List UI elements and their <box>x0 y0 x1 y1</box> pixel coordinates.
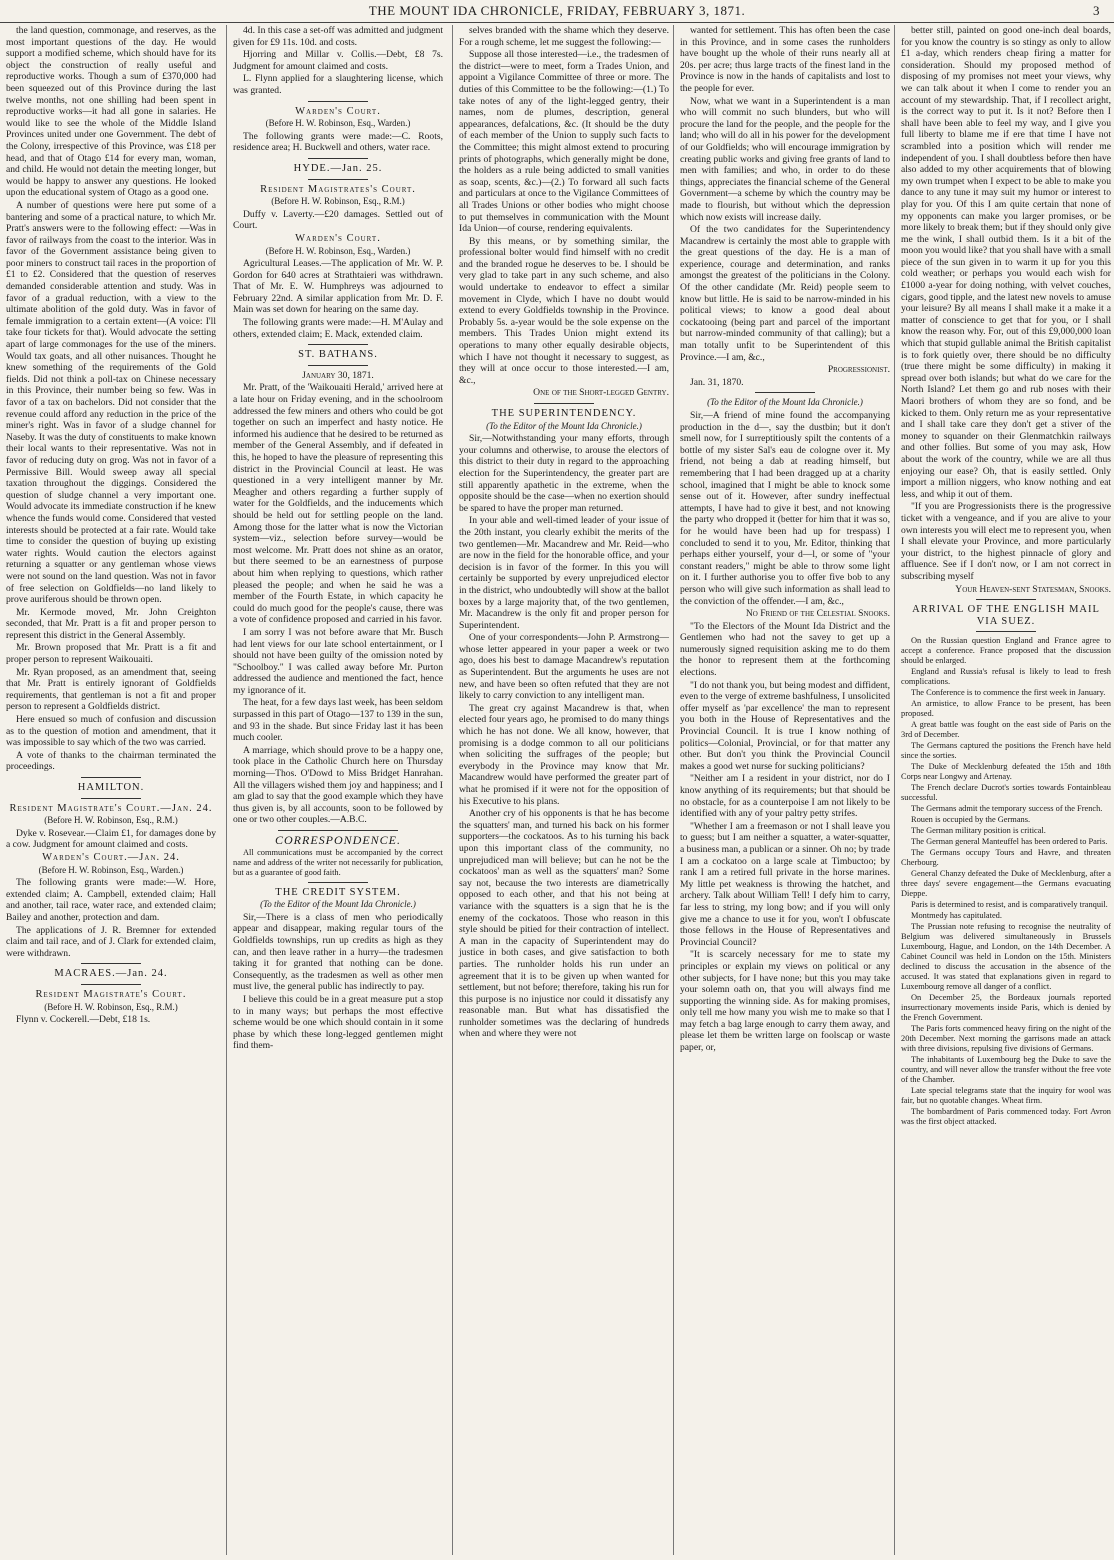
paragraph: The following grants were made:—C. Roots, residence area; H. Buckwell and others, water race. <box>233 130 443 154</box>
news-item: Montmedy has capitulated. <box>911 911 1002 921</box>
paragraph: Flynn v. Cockerell.—Debt, £18 1s. <box>16 1014 151 1026</box>
divider <box>81 963 141 964</box>
column-2 <box>226 25 443 1555</box>
paragraph: Suppose all those interested—i.e., the tradesmen of the district—were to meet, form a Trades Union, and appoint a Vigilance Committee of three or more. The duties of this Committee to be the following:—(1.) To take notes of any of the light-legged gentry, their names, nom de plumes, description, general appearances, defalcations, &c. (It should be the duty of each member of the Union to supply such facts to the Committee; this might almost extend to procuring prints of photographs, which generally might be done, the holders as a rule being addicted to small vanities as soap, scents, &c.)—(2.) To forward all such facts and particulars at once to the Vigilance Committees of all Trades Unions or other bodies who might choose to put themselves in communication with the Mount Ida Union—of course, rendering equivalents. <box>459 49 669 235</box>
column-4 <box>673 25 890 1555</box>
court-subheading: (Before H. W. Robinson, Esq., Warden.) <box>265 245 411 256</box>
news-item: On the Russian question England and France agree to accept a conference. France proposed that the discussion should be enlarged. <box>901 636 1111 666</box>
news-item: The bombardment of Paris commenced today. Fort Avron was the first object attacked. <box>901 1107 1111 1127</box>
paragraph: 4d. In this case a set-off was admitted and judgment given for £9 11s. 10d. and costs. <box>233 25 443 48</box>
divider <box>308 344 368 345</box>
paragraph: Sir,—A friend of mine found the accompanying production in the d—, say the dustbin; but it don't smell now, for I surreptitiously spilt the contents of a bottle of my sister Sal's eau de cologne over it. My friend, not being a dab at reading himself, but remembering that I had been dragged up at a charity school, imagined that I might be able to knock some sense out of it. However, after sundry ineffectual attempts, I have had to give it best, and not knowing the party who dropped it (better for him that it was so, for he would have been had up for trespass) I concluded to send it to you, Mr. Editor, thinking that perhaps either yourself, your d—l, or some of "your constant readers," might be able to throw some light on it. I further authorise you to offer five bob to any person who will give such information as shall lead to the conviction of the offender.—I am, &c., <box>680 410 890 607</box>
divider <box>308 101 368 102</box>
paragraph: Hjorring and Millar v. Collis.—Debt, £8 7s. Judgment for amount claimed and costs. <box>233 49 443 72</box>
signature: Your Heaven-sent Statesman, Snooks. <box>955 583 1111 595</box>
editor-line: (To the Editor of the Mount Ida Chronicle.) <box>707 397 863 408</box>
paragraph: Now, what we want in a Superintendent is a man who will commit no such blunders, but who will procure the land for the people, and the people for the land; who will do all in his power for the development of our Goldfields; who will encourage immigration by creating public works and giving free grants of land to men with families; and who, in order to do these things, appreciates the financial scheme of the General Government—a scheme by which the country may be made to flourish, but without which the depression which now exists will increase daily. <box>680 95 890 223</box>
paragraph: "Neither am I a resident in your district, nor do I know anything of its requirements; but that should be no obstacle, for as a counterpoise I am not likely to be identified with any of your paltry petty strifes. <box>680 773 890 820</box>
divider <box>308 179 368 180</box>
paragraph: "It is scarcely necessary for me to state my principles or explain my views on political or any other subjects, for I have none; but this you may take your solemn oath on, that you will always find me supporting the winning side. As for making promises, only tell me how many you wish me to make so that I may fetch a bag large enough to carry them away, and please let them be written large on foolscap or waste paper, or, <box>680 949 890 1054</box>
section-heading-hyde: HYDE.—Jan. 25. <box>293 162 383 174</box>
mail-news-list <box>901 636 1111 1127</box>
signature: Progressionist. <box>827 364 890 376</box>
paragraph: "To the Electors of the Mount Ida District and the Gentlemen who had not the savey to get up a numerously signed requisition asking me to do them the honor to represent them at the forthcoming elections. <box>680 620 890 679</box>
news-item: General Chanzy defeated the Duke of Mecklenburg, after a three days' severe engagement—the Germans evacuating Dieppe. <box>901 869 1111 899</box>
news-item: The Conference is to commence the first week in January. <box>911 688 1106 698</box>
court-subheading: (Before H. W. Robinson, Esq., Warden.) <box>38 864 184 875</box>
paragraph: The following grants were made:—H. M'Aulay and others, extended claim; E. Mack, extended claim. <box>233 317 443 340</box>
divider <box>976 599 1036 600</box>
paragraph: Of the two candidates for the Superintendency Macandrew is certainly the most able to grapple with the great questions of the day. He is a man of experience, courage and determination, and ranks amongst the greatest of the politicians in the Colony. Of the other candidate (Mr. Reid) people seem to know but little. He is said to be narrow-minded in his political views; to know a good deal about cockatooing (being part and parcel of the important but narrow-minded community of that calling); but a man totally unfit to be Superintendent of this Province.—I am, &c., <box>680 224 890 363</box>
dateline: January 30, 1871. <box>302 369 374 381</box>
paragraph: better still, painted on good one-inch deal boards, for you know the country is so stingy as only to allow £1 a-day, which renders cheap firing a matter for consideration. Should my proposed method of disposing of my promises not meet your views, why we can talk about it when I come to render you an account of my stewardship. That, if I recollect aright, is the correct way to put it. Is it not? Before then I shall have been able to feel my way, and I give you full liberty to blame me if ere that time I have not scrambled into a position which will render me independent of you. I shall doubtless before then have also added to my other acquirements that of blowing my own trumpet when I expect to be able to make you dance to any tune it may suit my humor or interest to play for you. Of this I am quite certain that none of my opponents can make you larger promises, or be more likely to break them; but if they should only give me the wink, I shall outbid them. Is it a bit of the moon you would like? that you shall have with a small piece of the sun given in to warm it up for you this cold weather; or perhaps you would each wish for £1000 a-year for doing nothing, with velvet couches, cigars, good tipple, and the latest new novels to amuse your leisure? By all means I shall make it a make it a matter of conscience to get that for you, or I shall know the reason why. For, out of this £9,000,000 loan which that stupid gullable animal the British capitalist is to fork quietly over, there should be no difficulty (true there might be some difficulty) in making it spread over both islands; but what do we care for the North Island? Let them go and rub noses with their Maori brothers of whom they are so fond, and be kicked to them. Only return me as your representative and I shall take care they don't get a stiver of the money to squander on their Glenmatchkin railways and other follies. But some of you may ask, How about the work of the country, while we are all thus enjoying our ease? Oh, that is easily settled. Only import a million niggers, who know nothing and eat less, and whip it out of them. <box>901 25 1111 500</box>
news-item: On December 25, the Bordeaux journals reported insurrectionary movements inside Paris, which is denied by the French Government. <box>901 993 1111 1023</box>
paragraph: One of your correspondents—John P. Armstrong—whose letter appeared in your paper a week or two ago, does his best to damage Macandrew's reputation as Superintendent. But the arguments he uses are not new, and have been so often refuted that they are not likely to carry conviction to any intelligent man. <box>459 632 669 702</box>
divider <box>755 392 815 393</box>
section-heading-correspondence: CORRESPONDENCE. <box>275 833 401 847</box>
columns <box>6 25 1111 1555</box>
court-heading: Resident Magistrates's Court. <box>260 183 416 195</box>
article-heading-superintendency: THE SUPERINTENDENCY. <box>491 408 637 419</box>
paragraph: Mr. Ryan proposed, as an amendment that, seeing that Mr. Pratt is entirely ignorant of Goldfields requirements, that gentleman is not a fit and proper person to represent a Goldfields district. <box>6 666 216 713</box>
court-subheading: (Before H. W. Robinson, Esq., R.M.) <box>271 196 405 207</box>
news-item: Paris is determined to resist, and is comparatively tranquil. <box>911 900 1108 910</box>
news-item: The inhabitants of Luxembourg beg the Duke to save the country, and will never allow the transfer without the free vote of the Chamber. <box>901 1055 1111 1085</box>
news-item: The Prussian note refusing to recognise the neutrality of Belgium was delivered simultaneously in Brussels Luxembourg, Hague, and London, on the 14th December. A Cabinet Council was held in London on the 15th. Ministers declined to discuss the accusation in the absence of the accused. It was stated that explanations given in regard to Luxembourg remove all danger of a conflict. <box>901 922 1111 992</box>
divider <box>308 882 368 883</box>
section-heading-st-bathans: ST. BATHANS. <box>298 349 378 361</box>
paragraph: the land question, commonage, and reserves, as the most important questions of the day. He would support a modified scheme, which should have for its object the construction of really useful and reproductive works. Though a sum of £370,000 had been squeezed out of this Province during the last twelve months, not one shilling had been spent in reproductive works—it had all gone in salaries. He would like to see the whole of the Middle Island Provinces united under one Government. The debt of the Colony, irrespective of this Province, was £18 per head, and that of Otago £14 for every man, woman, and child. He would not detain the meeting longer, but would be happy to answer any questions. He looked upon the educational system of Otago as a good one. <box>6 25 216 199</box>
section-heading-hamilton: HAMILTON. <box>77 782 145 793</box>
paragraph: "I do not thank you, but being modest and diffident, even to the verge of extreme bashfulness, I unsolicited offer myself as 'par excellence' the man to represent you both in the House of Representatives and the Provincial Council. It is true I know nothing of politics—Colonial, Provincial, or for that matter any other. But don't you think the Provincial Council makes a good wet nurse for sucking politicians? <box>680 679 890 772</box>
paragraph: The heat, for a few days last week, has been seldom surpassed in this part of Otago—137 to 139 in the sun, and 93 in the shade. But since Friday last it has been much cooler. <box>233 697 443 744</box>
divider <box>81 777 141 778</box>
editor-line: (To the Editor of the Mount Ida Chronicle.) <box>260 899 416 910</box>
column-5 <box>894 25 1111 1555</box>
masthead-title: THE MOUNT IDA CHRONICLE, FRIDAY, FEBRUARY 3, 1871. <box>368 3 746 18</box>
paragraph: L. Flynn applied for a slaughtering license, which was granted. <box>233 73 443 96</box>
paragraph: The great cry against Macandrew is that, when elected four years ago, he promised to do many things which he has not done. We all know, however, that promising is a dodge common to all our politicians when soliciting the suffrages of the people; but everybody in the Province may know that Mr. Macandrew would have performed the greater part of what he promised if it were not for the opposition of his Executive to his plans. <box>459 702 669 807</box>
paragraph: wanted for settlement. This has often been the case in this Province, and in some cases the runholders have bought up the whole of their runs nearly all at 20s. per acre; thus large tracts of the finest land in the Province is now in the hands of capitalists and lost to the people for ever. <box>680 25 890 94</box>
paragraph: Mr. Pratt, of the 'Waikouaiti Herald,' arrived here at a late hour on Friday evening, and in the schoolroom addressed the few miners and others who could be got together on such an imperfect and hasty notice. He informed his audience that he desired to be returned as member of the General Assembly, and if defeated in this, he hoped to have the pleasure of representing this district in the Provincial Council at least. He was questioned in a very intelligent manner by Mr. Meagher and others regarding a further supply of water for the Goldfields, and the inducements which should be held out for settling people on the land. Among those for the latter what is now the Victorian system—viz., selection before survey—would be most welcome. Mr. Pratt does not shine as an orator, but there seemed to be an earnestness of purpose about him when replying to questions, which rather pleased the people; and when he said he was a member of the Fourth Estate, in which capacity he could do much good for the people's cause, there was a vote of confidence proposed and carried in his favor. <box>233 382 443 626</box>
paragraph: In your able and well-timed leader of your issue of the 20th instant, you clearly exhibit the merits of the two gentlemen—Mr. Macandrew and Mr. Reid—who are now in the field for the honorable office, and your decision is in favor of the former. In this you will certainly be supported by every unprejudiced elector in the district, who undoubtedly will show at the ballot boxes by a large majority that, of the two gentlemen, Mr. Macandrew is the only fit and proper person for Superintendent. <box>459 515 669 631</box>
news-item: Late special telegrams state that the inquiry for wool was fair, but no quotable changes. Wheat firm. <box>901 1086 1111 1106</box>
paragraph: Sir,—Notwithstanding your many efforts, through your columns and otherwise, to arouse the electors of this district to their duty in regard to the approaching election for the Superintendency, the greater part are still apparently apathetic in the extreme, when the opposite should be the case—when no exertion should be spared to have the proper man returned. <box>459 433 669 514</box>
paragraph: I am sorry I was not before aware that Mr. Busch had lent views for our late school entertainment, or I should not have been guilty of the omission noted by "Schoolboy." I was called away before Mr. Purton addressed the audience and mentioned the fact, hence my ignorance of it. <box>233 626 443 696</box>
divider <box>308 158 368 159</box>
paragraph: Another cry of his opponents is that he has become the squatters' man, and turned his back on his former supporters—the cockatoos. As to his turning his back upon this important class of the community, no unprejudiced man will believe; but can he not be the cockatoos' man as well as the squatters' man? Some say not, because the two interests are diametrically opposed to each other, and that his not being at variance with the squatters is a sign that he is the enemy of the cockatoos. Those who reason in this style should be pitied for their contraction of intellect. A man in the capacity of Superintendent may do justice in both cases, and give satisfaction to both parties. The runholder holds his run under an agreement that it is to be given up when wanted for settlement, but not before; therefore, taking his run for this purpose is no injustice nor could it dissatisfy any reasonable man. But what has dissatisfied the runholder sometimes was the declaring of hundreds when and where they were not <box>459 808 669 1040</box>
news-item: The German general Manteuffel has been ordered to Paris. <box>911 837 1108 847</box>
court-heading: Resident Magistrate's Court.—Jan. 24. <box>9 802 213 814</box>
news-item: Rouen is occupied by the Germans. <box>911 815 1031 825</box>
paragraph: A vote of thanks to the chairman terminated the proceedings. <box>6 749 216 773</box>
news-item: The Duke of Mecklenburg defeated the 15th and 18th Corps near Longwy and Artenay. <box>901 762 1111 782</box>
article-heading-credit-system: THE CREDIT SYSTEM. <box>275 886 401 898</box>
column-3 <box>452 25 669 1555</box>
paragraph: The following grants were made:—W. Hore, extended claim; A. Campbell, extended claim; Hall and another, tail race, water race, and extended claim; Bailey and another, protection and dam. <box>6 877 216 923</box>
editor-line: (To the Editor of the Mount Ida Chronicle.) <box>486 420 642 431</box>
paragraph: A marriage, which should prove to be a happy one, took place in the Catholic Church here on Thursday morning—Thos. O'Dowd to Miss Bridget Hanrahan. All the villagers wished them joy and happiness; and I am glad to say that the good example which they have thus given is, by all accounts, soon to be followed by one or two other couples.—A.B.C. <box>233 744 443 826</box>
court-subheading: (Before H. W. Robinson, Esq., Warden.) <box>265 118 411 129</box>
paragraph: Dyke v. Rosevear.—Claim £1, for damages done by a cow. Judgment for amount claimed and costs. <box>6 827 216 851</box>
news-item: The Germans captured the positions the French have held since the sorties. <box>901 741 1111 761</box>
paragraph: Duffy v. Laverty.—£20 damages. Settled out of Court. <box>233 208 443 232</box>
court-heading: Warden's Court. <box>295 232 381 244</box>
court-heading: Warden's Court. <box>295 105 381 117</box>
paragraph: Mr. Brown proposed that Mr. Pratt is a fit and proper person to represent Waikouaiti. <box>6 642 216 666</box>
correspondence-notice: All communications must be accompanied by the correct name and address of the writer not necessarily for publication, but as a guarantee of good faith. <box>233 847 443 877</box>
paragraph: "If you are Progressionists there is the progressive ticket with a vengeance, and if you are alive to your own interests you will elect me to represent you, when I shall elevate your Province, and more particularly your district, to the highest pinnacle of glory and affluence. See if I don't now, or I am not correct in subscribing myself <box>901 501 1111 582</box>
divider <box>81 798 141 799</box>
news-item: The German military position is critical. <box>911 826 1046 836</box>
news-item: The Germans occupy Tours and Havre, and threaten Cherbourg. <box>901 848 1111 868</box>
divider <box>278 830 398 831</box>
paragraph: Agricultural Leases.—The application of Mr. W. P. Gordon for 640 acres at Strathtaieri was withdrawn. That of Mr. E. W. Humphreys was adjourned to February 22nd. A similar application from Mr. D. F. Main was set down for hearing on the same day. <box>233 258 443 316</box>
paragraph: A number of questions were here put some of a bantering and some of a practical nature, to which Mr. Pratt's answers were to the following effect: —Was in favor of railways from the coast to the interior. Was in favor of the Government assistance being given to poor miners to construct tail races in the proportion of £1 to £2. Considered that the question of reserves demanded considerable attention and study. Was in favor of a gradual reduction, with a view to the ultimate abolition of the gold duty. Was in favor of female immigration to a certain extent—(A voice: I'll take four tickets for that). Would advocate the setting apart of large commonages for the use of the miners. Would tax goats, and all other nuisances. Thought he knew something of the requirements of the Gold fields. Did not think a poll-tax on Chinese necessary in this Province, their number being so few. Was in favor of a tax on bachelors. Did not consider that the revenue could afford any reduction in the price of the miner's right. Was in favor of a sludge channel for Naseby. It was the duty of constituents to make known their local wants to their representative. Was not in favor of reducing duty on grog. Was not in favor of a Permissive Bill. Would sweep away all special taxation throughout the diggings. Considered the question of sludge channel a very important one. Would advocate its immediate construction if he knew whence the funds would come. Considered that vested interests should be protected at a fair rate. Would take time to consider the question of buying up existing water rights. Would caution the electors against returning a squatter or any gentleman whose views were not sound on the land question. Was not in favor of free selection on Goldfields—no land likely to prove auriferous should be thrown open. <box>6 199 216 606</box>
paragraph: selves branded with the shame which they deserve. For a rough scheme, let me suggest the following:— <box>459 25 669 48</box>
court-subheading: (Before H. W. Robinson, Esq., R.M.) <box>44 815 178 826</box>
paragraph: Mr. Kermode moved, Mr. John Creighton seconded, that Mr. Pratt is a fit and proper person to represent this district in the General Assembly. <box>6 606 216 641</box>
news-item: An armistice, to allow France to be present, has been proposed. <box>901 699 1111 719</box>
divider <box>976 631 1036 632</box>
divider <box>81 984 141 985</box>
paragraph: Sir,—There is a class of men who periodically appear and disappear, making regular tours of the Goldfields townships, run up credits as high as they can, and then leave rather in a hurry—the tradesmen taking it for granted that nothing can be done. Consequently, as the tradesmen as well as other men must live, the general public has indirectly to pay. <box>233 911 443 993</box>
news-item: England and Russia's refusal is likely to lead to fresh complications. <box>901 667 1111 687</box>
court-heading: Warden's Court.—Jan. 24. <box>42 851 180 863</box>
paragraph: Here ensued so much of confusion and discussion as to the question of motion and amendment, that it was impossible to say which of the two was carried. <box>6 714 216 749</box>
court-subheading: (Before H. W. Robinson, Esq., R.M.) <box>44 1001 178 1012</box>
divider <box>534 403 594 404</box>
signature: No Friend of the Celestial Snooks. <box>745 608 890 620</box>
page-number: 3 <box>1093 3 1100 18</box>
news-item: The French declare Ducrot's sorties towards Fontainbleau successful. <box>901 783 1111 803</box>
signature: One of the Short-legged Gentry. <box>533 387 669 399</box>
section-heading-english-mail: ARRIVAL OF THE ENGLISH MAIL VIA SUEZ. <box>912 604 1100 627</box>
paragraph: "Whether I am a freemason or not I shall leave you to guess; but I am neither a squatter, a water-squatter, a business man, a publican or a sinner. Oh no; by trade I am a cockatoo on a large scale at Timbuctoo; by rank I am a retired full private in the horse marines. My little pet weakness is throwing the hatchet, and archery. Talk about William Tell! I defy him to carry, far less to string, my long bow; and if you will only give me a chance to use it for you, won't I obfuscate those fellows in the House of Representatives and Provincial Council? <box>680 820 890 948</box>
section-heading-macraes: MACRAES.—Jan. 24. <box>54 968 168 980</box>
news-item: The Paris forts commenced heavy firing on the night of the 20th December. Next morning the garrisons made an attack with three divisions, repulsing five divisions of Germans. <box>901 1024 1111 1054</box>
court-heading: Resident Magistrate's Court. <box>35 988 187 1000</box>
news-item: A great battle was fought on the east side of Paris on the 3rd of December. <box>901 720 1111 740</box>
paragraph: The applications of J. R. Bremner for extended claim and tail race, and of J. Clark for extended claim, were withdrawn. <box>6 924 216 959</box>
masthead <box>0 0 1114 23</box>
divider <box>308 365 368 366</box>
column-1 <box>6 25 216 1555</box>
news-item: The Germans admit the temporary success of the French. <box>911 804 1103 814</box>
dateline: Jan. 31, 1870. <box>690 376 744 388</box>
paragraph: By this means, or by something similar, the professional bolter would find himself with no credit and the branded rogue he deserves to be. I should be very glad to take part in any such scheme, and also would undertake to endeavor to effect a similar movement in Clyde, which I have no doubt would extend to every Goldfields township in the Province. Probably 5s. a-year would be the sole expense on the members. This Trades Union might extend its operations to many other equally desirable objects, which I have not thought it necessary to suggest, as they will at once occur to those interested.—I am, &c., <box>459 235 669 386</box>
paragraph: I believe this could be in a great measure put a stop to in many ways; but perhaps the most effective scheme would be one which should contain in it some phase by which these long-legged gentlemen might find them- <box>233 993 443 1052</box>
